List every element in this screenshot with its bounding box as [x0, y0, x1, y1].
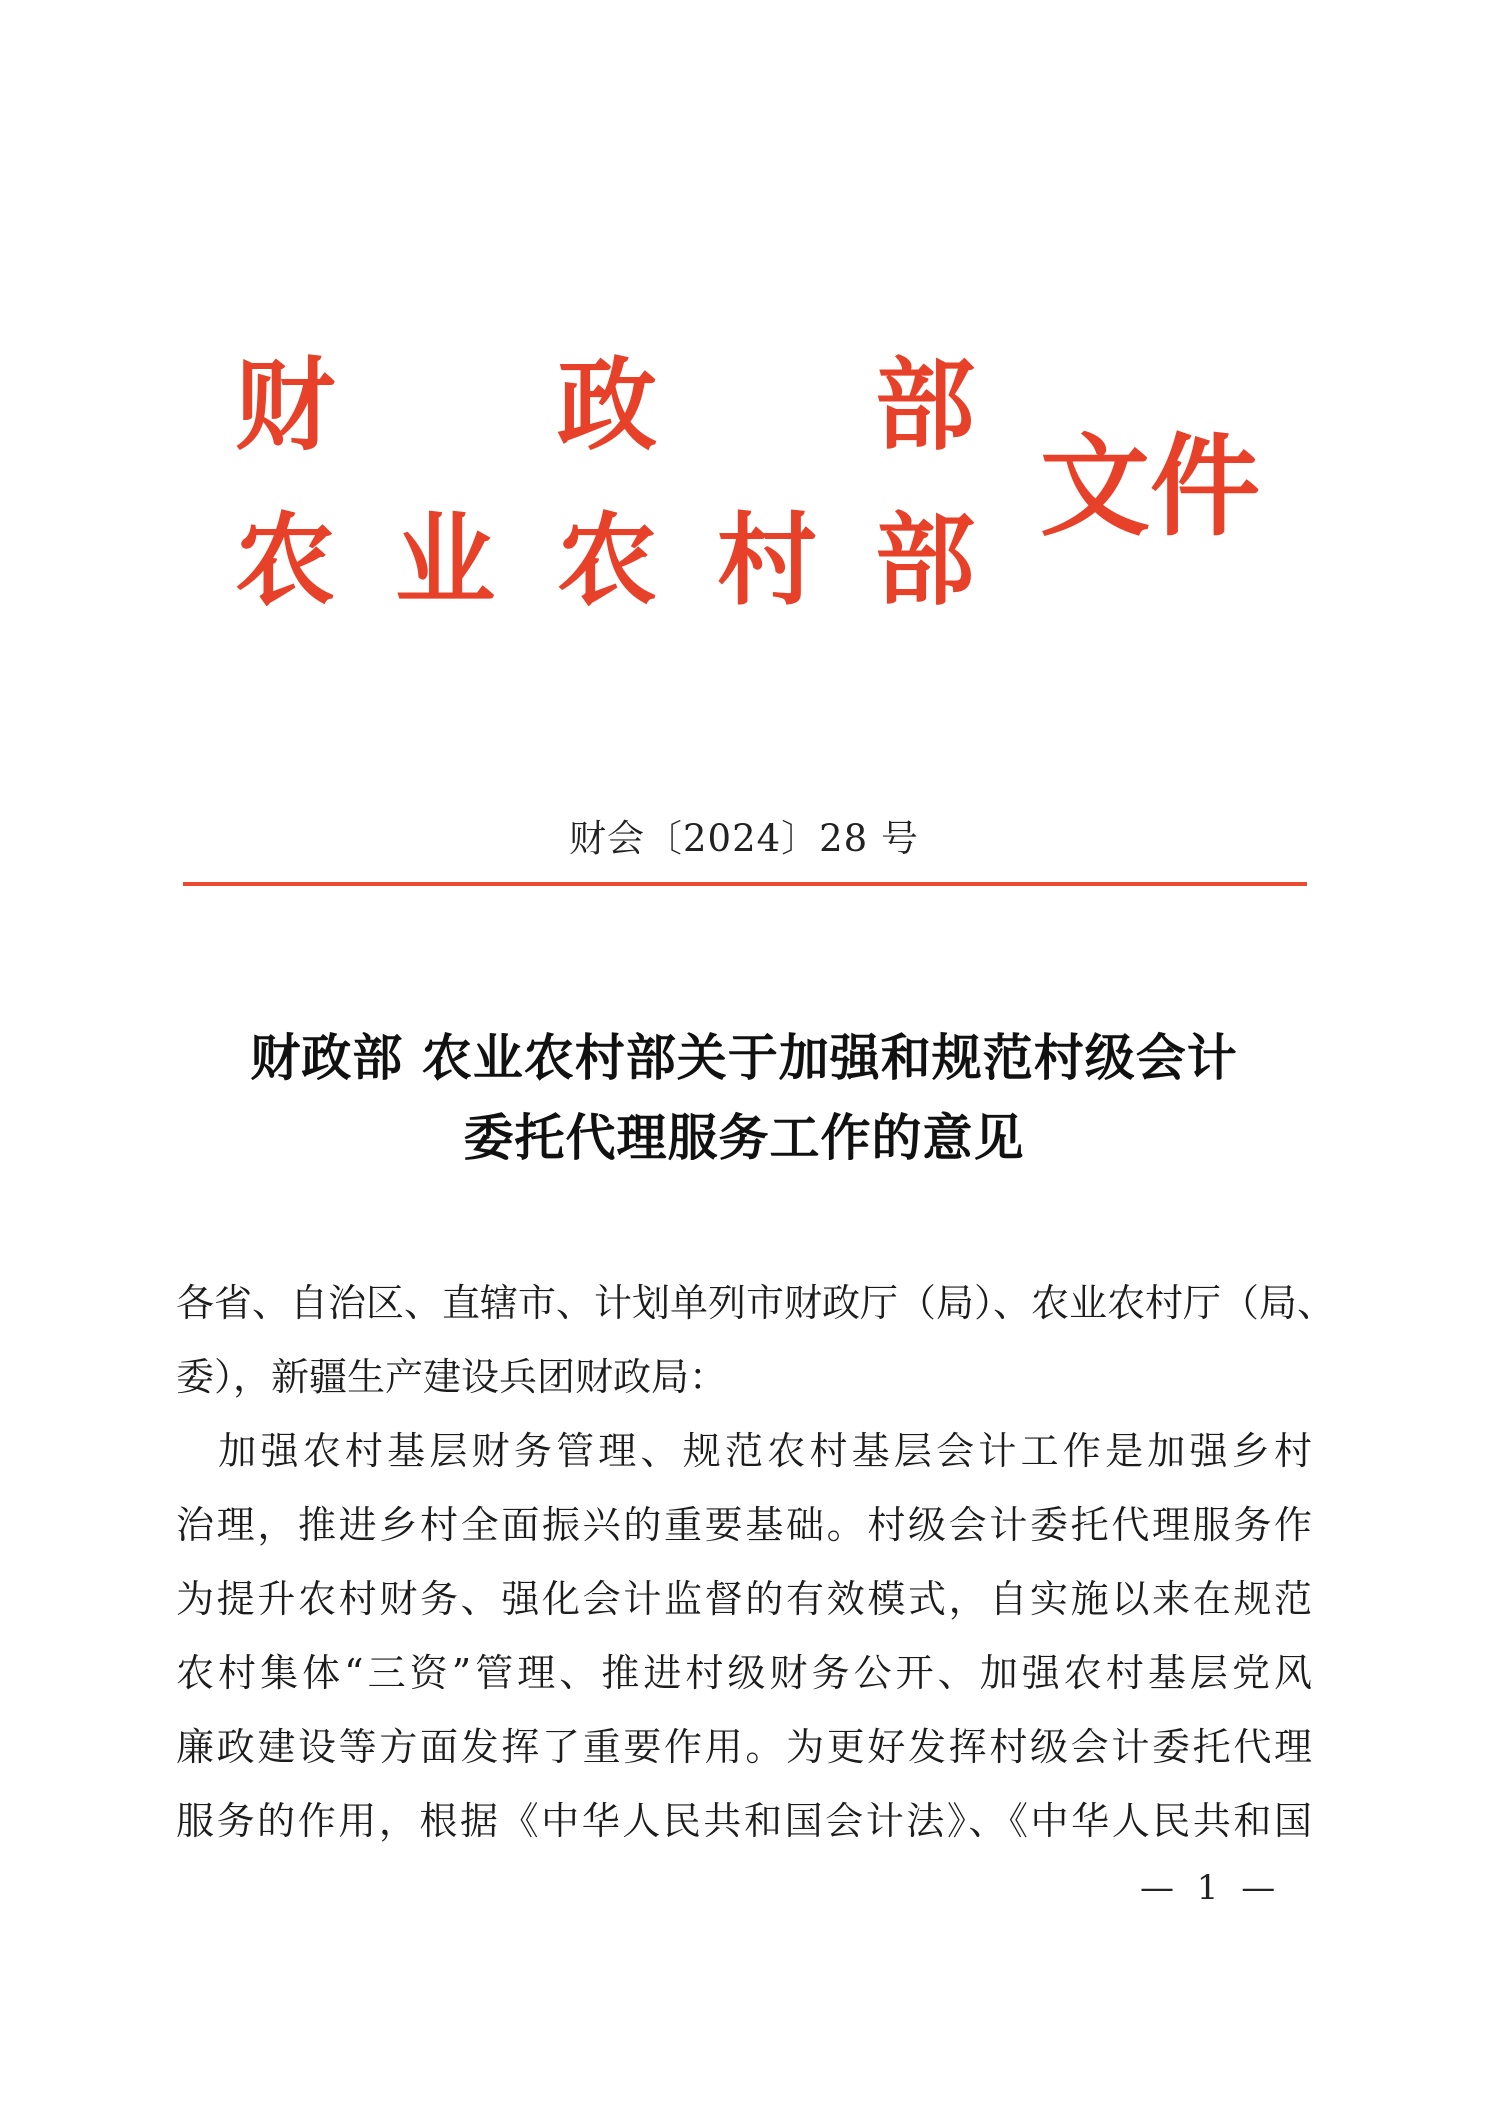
- org-line1-char-3: 部: [875, 346, 975, 464]
- body-line-5: 为提升农村财务、强化会计监督的有效模式，自实施以来在规范: [176, 1577, 1312, 1621]
- document-number: 财会〔2024〕28 号: [568, 817, 919, 860]
- org-line2-char-2: 业: [395, 501, 495, 619]
- body-line-2: 委），新疆生产建设兵团财政局：: [176, 1355, 728, 1399]
- body-line-3: 加强农村基层财务管理、规范农村基层会计工作是加强乡村: [176, 1429, 1312, 1473]
- document-title-line-2: 委托代理服务工作的意见: [463, 1109, 1025, 1167]
- body-line-1: 各省、自治区、直辖市、计划单列市财政厅（局）、农业农村厅（局、: [176, 1281, 1336, 1325]
- org-line2-char-3: 农: [557, 501, 657, 619]
- org-line2-char-5: 部: [875, 501, 975, 619]
- body-line-7: 廉政建设等方面发挥了重要作用。为更好发挥村级会计委托代理: [176, 1725, 1312, 1769]
- red-separator-line: [183, 882, 1307, 886]
- body-line-4: 治理，推进乡村全面振兴的重要基础。村级会计委托代理服务作: [176, 1503, 1312, 1547]
- page-number: — 1 —: [1140, 1868, 1282, 1908]
- body-line-8: 服务的作用，根据《中华人民共和国会计法》、《中华人民共和国: [176, 1799, 1312, 1843]
- body-line-6: 农村集体“三资”管理、推进村级财务公开、加强农村基层党风: [176, 1651, 1312, 1695]
- document-title-line-1: 财政部 农业农村部关于加强和规范村级会计: [250, 1029, 1238, 1087]
- org-line1-char-1: 财: [235, 346, 335, 464]
- org-line2-char-1: 农: [235, 501, 335, 619]
- org-line1-char-2: 政: [557, 346, 657, 464]
- document-type-suffix: 文件: [1040, 422, 1260, 551]
- org-line2-char-4: 村: [717, 501, 817, 619]
